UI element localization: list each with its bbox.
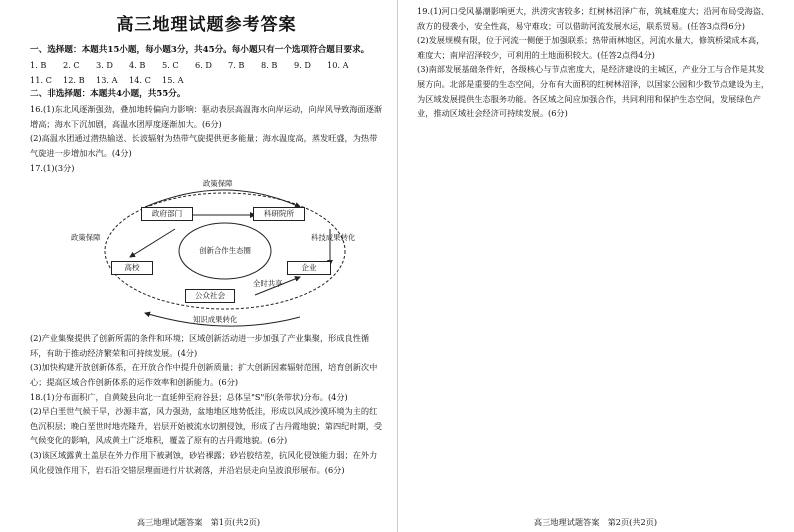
page-2-footer: 高三地理试题答案 第2页(共2页) (533, 517, 658, 527)
label-shared: 全时共享 (253, 279, 283, 289)
mc-answer: 2. C (63, 60, 80, 70)
q17-part2: (2)产业集聚提供了创新所需的条件和环境；区域创新活动进一步加强了产业集聚，形成良性循环，有助于推动经济繁荣和可持续发展。(4分) (30, 333, 370, 358)
q16-part2: (2)高温水团通过潜热输送、长波辐射为热带气旋提供更多能量；海水温度高，蒸发旺盛，为热带气旋进一步增加水汽。(4分) (30, 133, 378, 158)
label-tech-transfer: 科技成果转化 (311, 233, 356, 243)
mc-answer: 7. B (228, 60, 245, 70)
mc-answer: 15. A (162, 74, 184, 85)
mc-answer: 11. C (30, 74, 52, 85)
label-policy-guarantee-top: 政策保障 (203, 179, 233, 189)
node-public-society: 公众社会 (185, 289, 235, 303)
innovation-ecosystem-diagram (71, 177, 365, 327)
q19-part3: (3)南部发展基础条件好，各级核心与节点密度大，是经济建设的主城区，产业分工与合作是其发展方向。北部是重要的生态空间，分布有大面积的红树林沼泽，以国家公园和少数节点建设为主，为区域发展提供生态服务功能。各区域之间应加强合作，共同利用和保护生态空间，发展绿色产业，推动区域社会经济可持续发展。(6分) (417, 64, 770, 119)
section-1-header: 一、选择题：本题共15小题，每小题3分，共45分。每小题只有一个选项符合题目要求。 (30, 45, 370, 55)
mc-answer: 14. C (129, 74, 151, 85)
mc-answer: 8. B (261, 60, 278, 70)
mc-answer: 10. A (327, 60, 349, 70)
q16-part1: 16.(1)东北风逐渐强劲，叠加地转偏向力影响：驱动表层高温海水向岸运动，向岸风导致海面逐渐增高；海水下沉加剧，高温水团厚度逐渐加大。(6分) (30, 104, 383, 129)
q17-part1: 17.(1)(3分) (30, 162, 75, 173)
mc-answer: 5. C (162, 60, 179, 70)
q17-part3: (3)加快构建开放创新体系，在开放合作中提升创新质量；扩大创新因素辐射范围，培育创新次中心；提高区域合作创新体系的运作效率和创新能力。(6分) (30, 362, 378, 387)
page-2 (397, 0, 794, 532)
q19-part2: (2)发展规模有限，位于河流一侧便于加强联系；热带雨林地区，河流水量大，修筑桥梁成本高，难度大；南岸沼泽较少，可利用的土地面积较大。(任答2点得4分) (417, 35, 765, 60)
mc-answer: 4. B (129, 60, 146, 70)
mc-answer: 6. D (195, 60, 212, 70)
node-university: 高校 (111, 261, 153, 275)
label-policy-guarantee-left: 政策保障 (71, 233, 101, 243)
q19-part1: 19.(1)河口受风暴潮影响更大，洪涝灾害较多；红树林沼泽广布，筑城难度大；沿河布局受海盗、敌方的侵袭小，安全性高，易守难攻；可以借助河流发展水运，联系贸易。(任答3点得6分) (417, 6, 770, 31)
label-knowledge-transfer: 知识成果转化 (193, 315, 238, 325)
mc-answer: 13. A (96, 74, 118, 85)
page-1-footer: 高三地理试题答案 第1页(共2页) (136, 517, 261, 527)
mc-answer: 9. D (294, 60, 311, 70)
section-2-header: 二、非选择题：本题共4小题，共55分。 (30, 89, 186, 100)
mc-answer: 12. B (63, 74, 85, 85)
page-title: 高三地理试题参考答案 (116, 15, 297, 35)
q18-part3: (3)该区域露黄土盖层在外力作用下被剥蚀，砂岩裸露；砂岩胶结差，抗风化侵蚀能力弱；在外力风化侵蚀作用下，岩石沿交错层理面进行片状剥落，并沿岩层走向呈波浪形展布。(6分) (30, 449, 378, 475)
node-government: 政府部门 (141, 207, 193, 221)
mc-answers (30, 58, 383, 87)
q18-part2: (2)早白垩世气候干旱，沙源丰富，风力强劲，盆地地区地势低洼，形成以风成沙漠环境为主的红色沉积层；晚白垩世时地壳隆升，岩层开始被流水切割侵蚀，形成了古丹霞地貌；第四纪时期，受气候变化的影响，风成黄土广泛堆积，覆盖了原有的古丹霞地貌。(6分) (30, 406, 383, 446)
mc-answer: 1. B (30, 60, 47, 70)
node-enterprise: 企业 (287, 261, 331, 275)
q18-part1: 18.(1)分布面积广，自黄陵县向北一直延伸至府谷县；总体呈"S"形(条带状)分布。(4分) (30, 391, 348, 402)
node-research-institutes: 科研院所 (253, 207, 305, 221)
mc-answer: 3. D (96, 60, 113, 70)
center-innovation-ecosystem: 创新合作生态圈 (199, 246, 251, 256)
